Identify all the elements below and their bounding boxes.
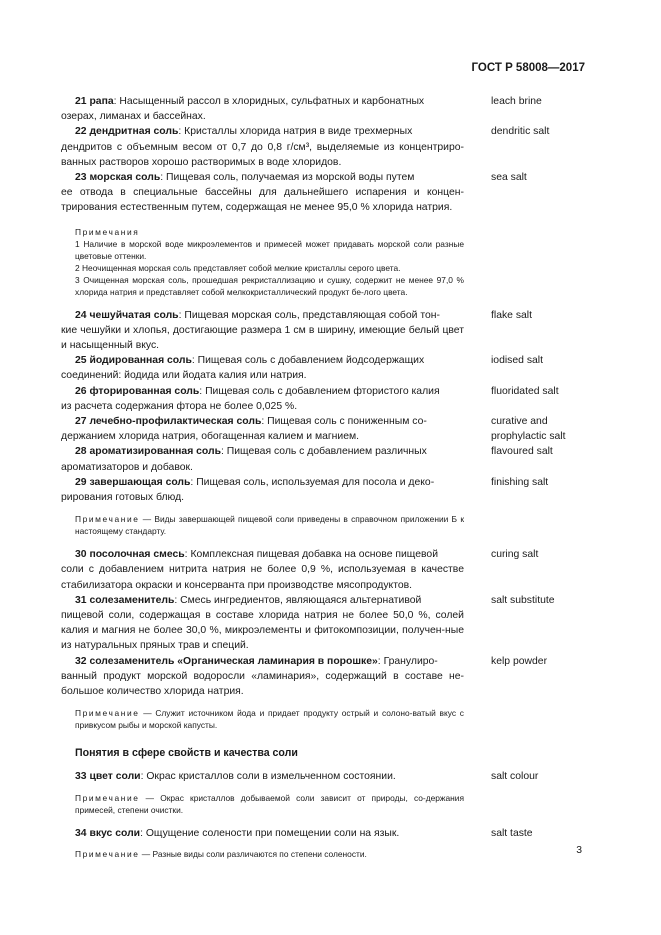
- note-text: — Служит источником йода и придает продукту острый и солоно-ватый вкус с привкусом рыбы и морской капусты.: [75, 708, 464, 731]
- note-block: [61, 848, 464, 860]
- term-english: fluoridated salt: [491, 385, 559, 397]
- term-definition: : Пищевая морская соль, представляющая собой тон-: [178, 309, 440, 321]
- note-item: 1 Наличие в морской воде микроэлементов и примесей может придавать морской соли разные цветовые оттенки.: [75, 238, 464, 261]
- term-english: salt taste: [491, 827, 533, 839]
- note-item: 3 Очищенная морская соль, прошедшая рекристаллизацию и сушку, содержит не менее 97,0 % хлорида натрия и представляет собой мелкокристаллический продукт бе-лого цвета.: [75, 274, 464, 297]
- term-definition-cont: озерах, лиманах и бассейнах.: [61, 111, 206, 123]
- note-text: — Разные виды соли различаются по степени солености.: [139, 848, 367, 859]
- term-english: flavoured salt: [491, 446, 553, 458]
- term-name: 25 йодированная соль: [75, 355, 192, 367]
- note-block: [61, 226, 464, 298]
- term-entry: [61, 547, 601, 593]
- term-entry: [61, 384, 601, 414]
- term-name: 23 морская соль: [75, 172, 161, 184]
- term-definition: : Кристаллы хлорида натрия в виде трехмерных: [178, 126, 413, 138]
- term-entry: [61, 826, 601, 841]
- note-heading: Примечания: [75, 226, 140, 237]
- term-definition-cont: ее отвода в специальные бассейны для дальнейшего испарения и концен-трирования естественным путем, содержащая не менее 95,0 % хлорида натрия.: [61, 187, 464, 214]
- term-english: sea salt: [491, 172, 527, 184]
- term-entry: [61, 475, 601, 505]
- term-entry: [61, 308, 601, 354]
- note-label: Примечание: [75, 514, 140, 525]
- note-block: [61, 792, 464, 816]
- term-definition-cont: рирования готовых блюд.: [61, 492, 185, 504]
- term-entry: [61, 124, 601, 170]
- note-block: [61, 513, 464, 537]
- note-text: — Виды завершающей пищевой соли приведены в справочном приложении Б к настоящему стандарту.: [75, 514, 464, 537]
- term-name: 22 дендритная соль: [75, 126, 179, 138]
- term-definition-cont: пищевой соли, содержащая в составе хлорида натрия не более 50,0 %, солей калия и магния не более 30,0 %, микроэлементы и фитокомпозиции, получен-ные из натуральных пряных трав и специй.: [61, 610, 464, 652]
- note-label: Примечание: [75, 792, 140, 803]
- term-definition-cont: из расчета содержания фтора не более 0,025 %.: [61, 400, 298, 412]
- term-entry: [61, 654, 601, 700]
- term-english: dendritic salt: [491, 126, 550, 138]
- term-entry: [61, 769, 601, 784]
- term-name: 27 лечебно-профилактическая соль: [75, 416, 262, 428]
- term-definition: : Гранулиро-: [377, 655, 438, 667]
- term-definition-cont: ароматизаторов и добавок.: [61, 461, 193, 473]
- term-english: salt colour: [491, 771, 539, 783]
- term-definition-cont: соли с добавлением нитрита натрия не более 0,9 %, используемая в качестве стабилизатора окраски и консерванта при производстве мясопродуктов.: [61, 564, 464, 591]
- term-english: curing salt: [491, 549, 539, 561]
- term-entry: [61, 593, 601, 654]
- term-definition-cont: держанием хлорида натрия, обогащенная калием и магнием.: [61, 431, 360, 443]
- note-item: 2 Неочищенная морская соль представляет собой мелкие кристаллы серого цвета.: [75, 262, 401, 273]
- term-definition: : Комплексная пищевая добавка на основе пищевой: [184, 549, 438, 561]
- term-definition: : Смесь ингредиентов, являющаяся альтернативой: [174, 594, 422, 606]
- note-label: Примечание: [75, 708, 140, 719]
- term-name: 31 солезаменитель: [75, 594, 175, 606]
- term-definition-cont: соединений: йодида или йодата калия или натрия.: [61, 370, 307, 382]
- note-block: [61, 707, 464, 731]
- term-english: finishing salt: [491, 476, 549, 488]
- term-entry: [61, 444, 601, 474]
- term-definition-cont: кие чешуйки и хлопья, достигающие размера 1 см в ширину, имеющие белый цвет и насыщенный вкус.: [61, 324, 464, 352]
- term-entry: [61, 414, 601, 444]
- term-definition-cont: дендритов с объемным весом от 0,7 до 0,8 г/см³, выделяемые из концентриро-ванных растворов хорошо растворимых в воде хлоридов.: [61, 141, 464, 168]
- term-name: 29 завершающая соль: [75, 476, 191, 488]
- term-name: 32 солезаменитель «Органическая ламинария в порошке»: [75, 655, 378, 667]
- term-name: 28 ароматизированная соль: [75, 446, 221, 458]
- term-definition: : Пищевая соль с добавлением различных: [221, 446, 427, 458]
- term-english: flake salt: [491, 309, 533, 321]
- term-english: kelp powder: [491, 655, 548, 667]
- term-definition: : Пищевая соль, используемая для посола и деко-: [190, 476, 435, 488]
- term-english: iodised salt: [491, 355, 543, 367]
- note-label: Примечание: [75, 848, 140, 859]
- term-definition: : Ощущение солености при помещении соли на язык.: [140, 827, 400, 839]
- term-name: 21 рапа: [75, 96, 114, 107]
- term-entry: [61, 94, 601, 124]
- section-title: Понятия в сфере свойств и качества соли: [75, 747, 298, 760]
- document-header: ГОСТ Р 58008—2017: [471, 62, 585, 74]
- term-name: 33 цвет соли: [75, 771, 141, 783]
- term-definition-cont: ванный продукт морской водоросли «ламинария», содержащий в составе не-большое количество хлорида натрия.: [61, 670, 464, 698]
- term-english: leach brine: [491, 96, 542, 107]
- term-definition: : Пищевая соль, получаемая из морской воды путем: [160, 172, 415, 184]
- term-definition: : Пищевая соль с пониженным со-: [261, 416, 427, 428]
- term-entry: [61, 353, 601, 383]
- note-text: — Окрас кристаллов добываемой соли зависит от природы, со-держания примесей, степени очистки.: [75, 792, 464, 815]
- term-entry: [61, 170, 601, 216]
- page-number: 3: [576, 845, 582, 856]
- term-name: 30 посолочная смесь: [75, 549, 185, 561]
- term-definition: : Насыщенный рассол в хлоридных, сульфатных и карбонатных: [113, 96, 425, 107]
- term-name: 26 фторированная соль: [75, 385, 200, 397]
- term-english: salt substitute: [491, 594, 555, 606]
- term-definition: : Пищевая соль с добавлением фтористого калия: [199, 385, 440, 397]
- term-definition: : Окрас кристаллов соли в измельченном состоянии.: [140, 771, 396, 783]
- document-body: [61, 94, 601, 860]
- term-definition: : Пищевая соль с добавлением йодсодержащих: [191, 355, 425, 367]
- term-name: 24 чешуйчатая соль: [75, 309, 179, 321]
- term-english: curative and prophylactic salt: [491, 416, 566, 443]
- term-name: 34 вкус соли: [75, 827, 141, 839]
